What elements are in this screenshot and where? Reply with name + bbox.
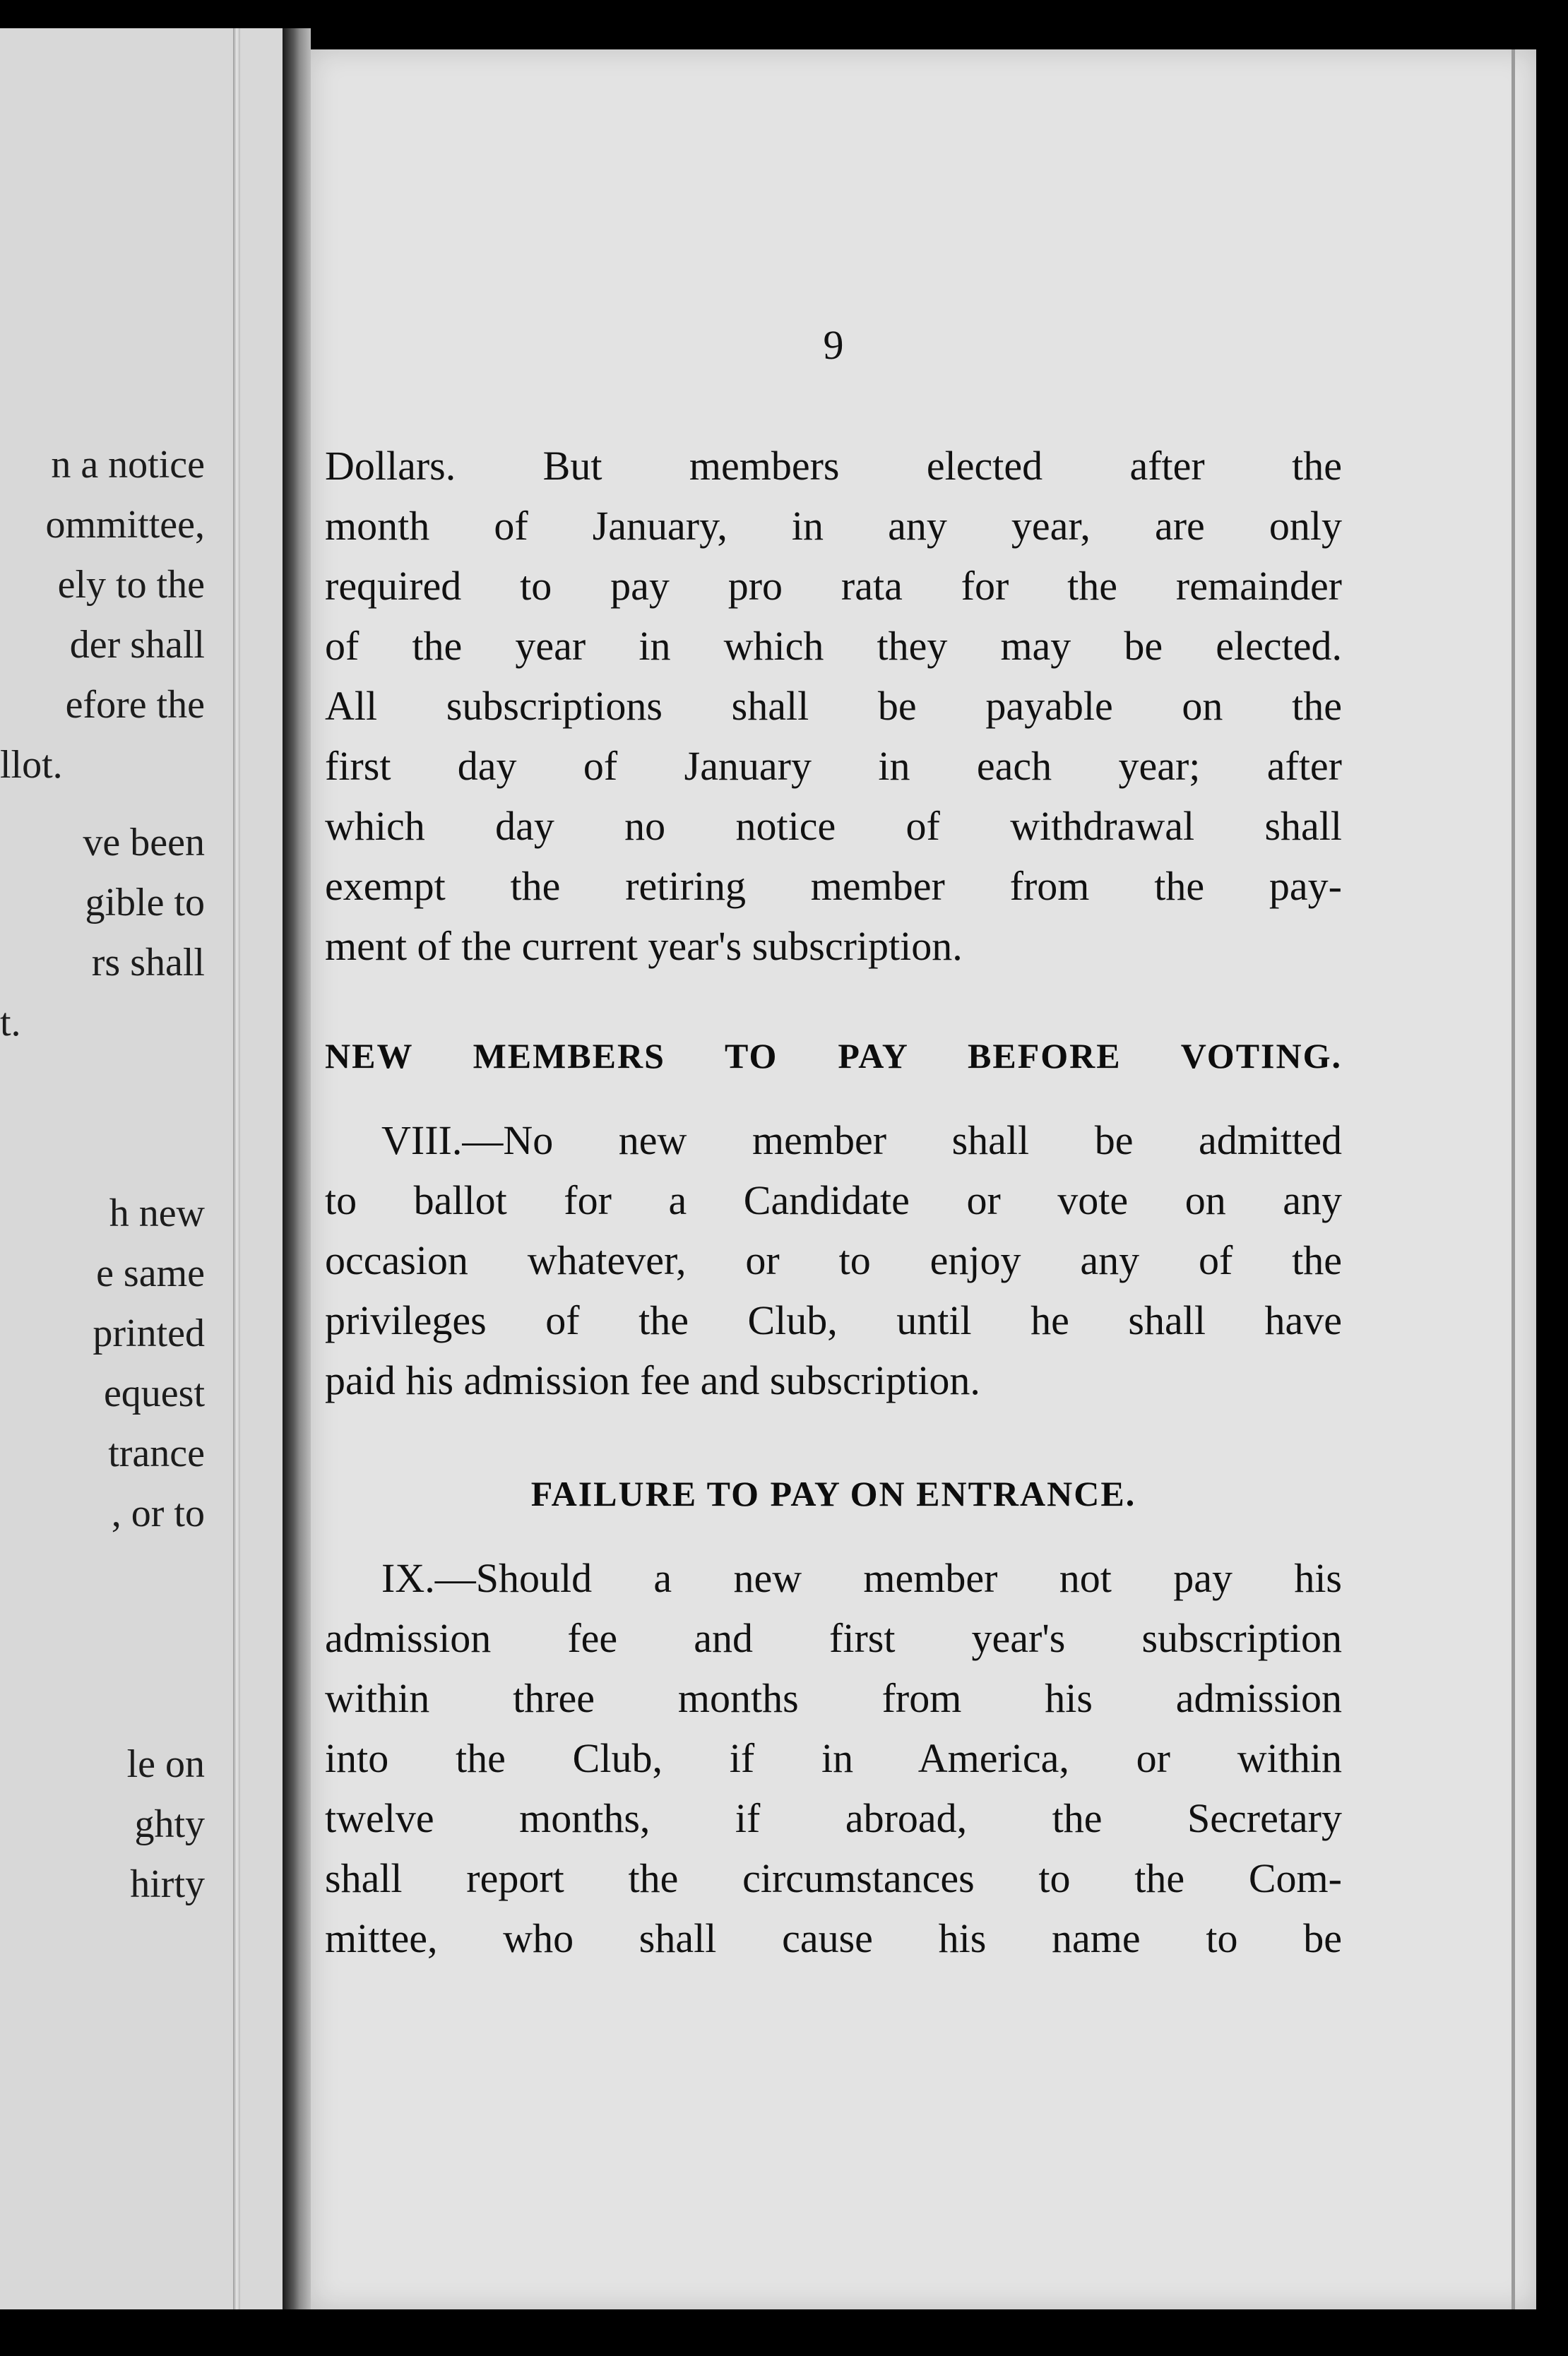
text-line: Dollars. But members elected after the [325,443,1342,489]
left-page-line: le on [126,1742,205,1786]
left-page-line: rs shall [91,941,205,984]
section-heading-viii: NEW MEMBERS TO PAY BEFORE VOTING. [325,1036,1342,1076]
left-page-line: trance [108,1432,205,1475]
left-page-line: printed [93,1311,205,1355]
left-page-line: ely to the [57,563,205,607]
text-line: into the Club, if in America, or within [325,1735,1342,1781]
left-page-line: h new [109,1191,205,1235]
text-line: shall report the circumstances to the Com- [325,1855,1342,1901]
left-page-line: t. [0,1001,21,1045]
book-gutter [283,28,311,2309]
text-line: paid his admission fee and subscription. [325,1357,980,1403]
left-page-line: equest [103,1372,205,1415]
left-page-line: e same [96,1251,205,1295]
text-line: All subscriptions shall be payable on the [325,683,1342,729]
left-page [0,28,287,2309]
page-fold [233,28,240,2309]
text-line: occasion whatever, or to enjoy any of the [325,1237,1342,1283]
left-page-line: , or to [111,1492,205,1535]
left-page-line: hirty [130,1862,205,1906]
section-heading-ix: FAILURE TO PAY ON ENTRANCE. [530,1474,1136,1513]
text-line: admission fee and first year's subscription [325,1615,1342,1661]
left-page-line: efore the [65,683,205,727]
left-page-line: ghty [134,1802,205,1846]
text-line: exempt the retiring member from the pay- [325,863,1342,909]
text-line: IX.—Should a new member not pay his [381,1555,1342,1601]
text-line: privileges of the Club, until he shall have [325,1297,1342,1343]
page-number: 9 [823,322,844,368]
left-page-line: ve been [83,821,205,864]
left-page-line: ommittee, [45,503,205,547]
text-line: required to pay pro rata for the remainder [325,563,1342,609]
left-page-line: llot. [0,743,63,787]
text-line: mittee, who shall cause his name to be [325,1915,1342,1961]
left-page-text [0,28,212,2309]
text-line: VIII.—No new member shall be admitted [381,1117,1342,1163]
text-line: to ballot for a Candidate or vote on any [325,1177,1342,1223]
page-edge [1511,49,1515,2309]
left-page-line: gible to [85,881,205,924]
text-line: twelve months, if abroad, the Secretary [325,1795,1342,1841]
text-line: of the year in which they may be elected. [325,623,1342,669]
text-line: ment of the current year's subscription. [325,923,963,969]
left-page-line: n a notice [51,443,205,487]
text-line: first day of January in each year; after [325,743,1342,789]
text-line: month of January, in any year, are only [325,503,1342,549]
right-page [311,49,1536,2309]
text-line: which day no notice of withdrawal shall [325,803,1342,849]
left-page-line: der shall [69,623,205,667]
text-line: within three months from his admission [325,1675,1342,1721]
